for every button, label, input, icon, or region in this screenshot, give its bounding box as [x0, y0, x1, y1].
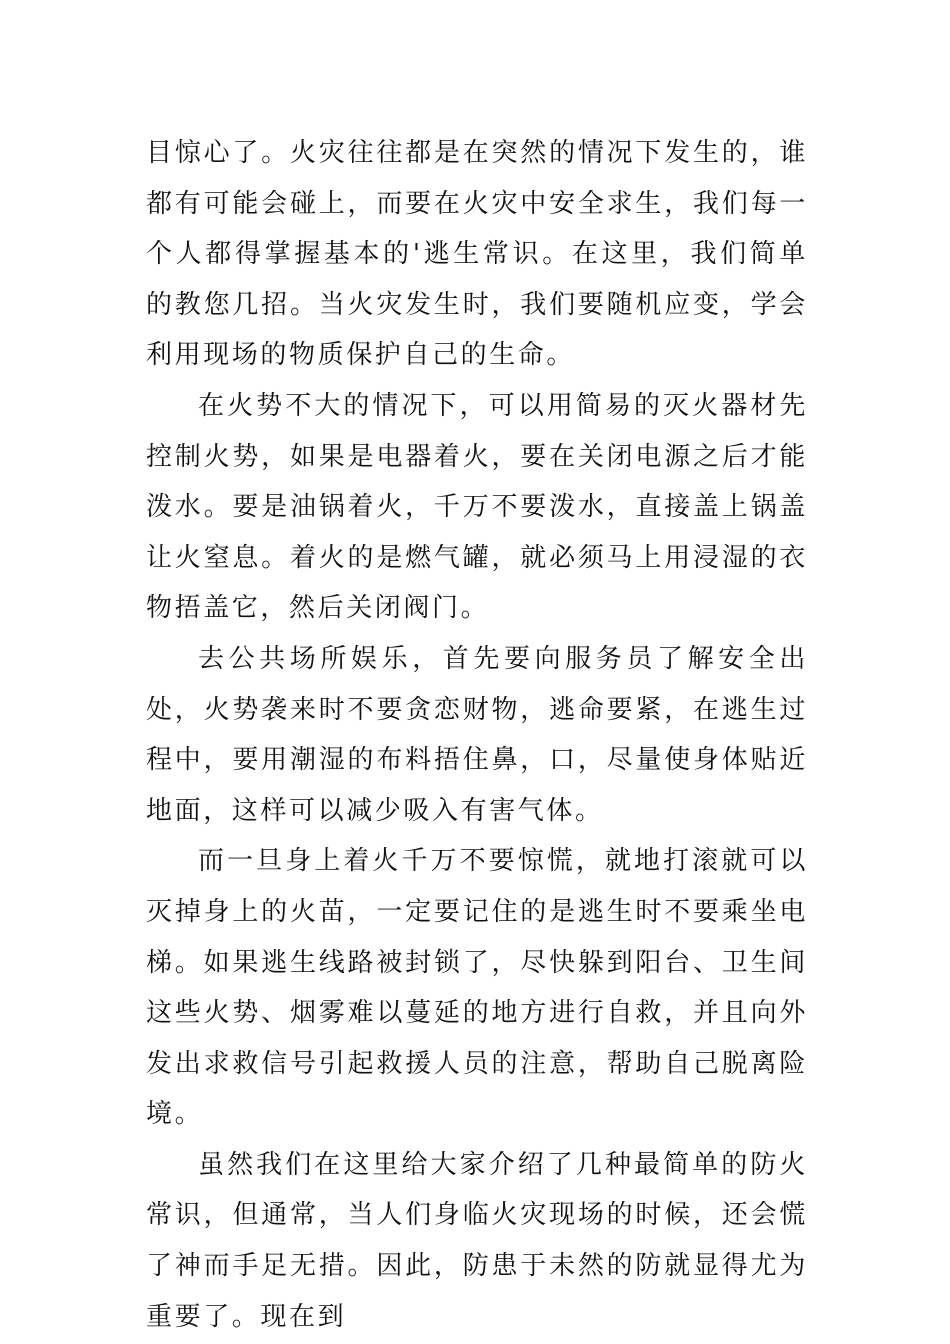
paragraph-continued: 目惊心了。火灾往往都是在突然的情况下发生的，谁都有可能会碰上，而要在火灾中安全求生，我们每一个人都得掌握基本的'逃生常识。在这里，我们简单的教您几招。当火灾发生时，我们要随机应变，学会利用现场的物质保护自己的生命。 [146, 138, 808, 371]
document-body [146, 128, 808, 1342]
paragraph-self-rescue: 而一旦身上着火千万不要惊慌，就地打滚就可以灭掉身上的火苗，一定要记住的是逃生时不要乘坐电梯。如果逃生线路被封锁了，尽快躲到阳台、卫生间这些火势、烟雾难以蔓延的地方进行自救，并且向外发出求救信号引起救援人员的注意，帮助自己脱离险境。 [146, 846, 808, 1130]
paragraph-prevention: 虽然我们在这里给大家介绍了几种最简单的防火常识，但通常，当人们身临火灾现场的时候，还会慌了神而手足无措。因此，防患于未然的防就显得尤为重要了。现在到 [146, 1149, 808, 1332]
paragraph-fire-control: 在火势不大的情况下，可以用简易的灭火器材先控制火势，如果是电器着火，要在关闭电源之后才能泼水。要是油锅着火，千万不要泼水，直接盖上锅盖让火窒息。着火的是燃气罐，就必须马上用浸湿的衣物捂盖它，然后关闭阀门。 [146, 390, 808, 624]
paragraph-public-places: 去公共场所娱乐，首先要向服务员了解安全出处，火势袭来时不要贪恋财物，逃命要紧，在逃生过程中，要用潮湿的布料捂住鼻，口，尽量使身体贴近地面，这样可以减少吸入有害气体。 [146, 643, 808, 826]
